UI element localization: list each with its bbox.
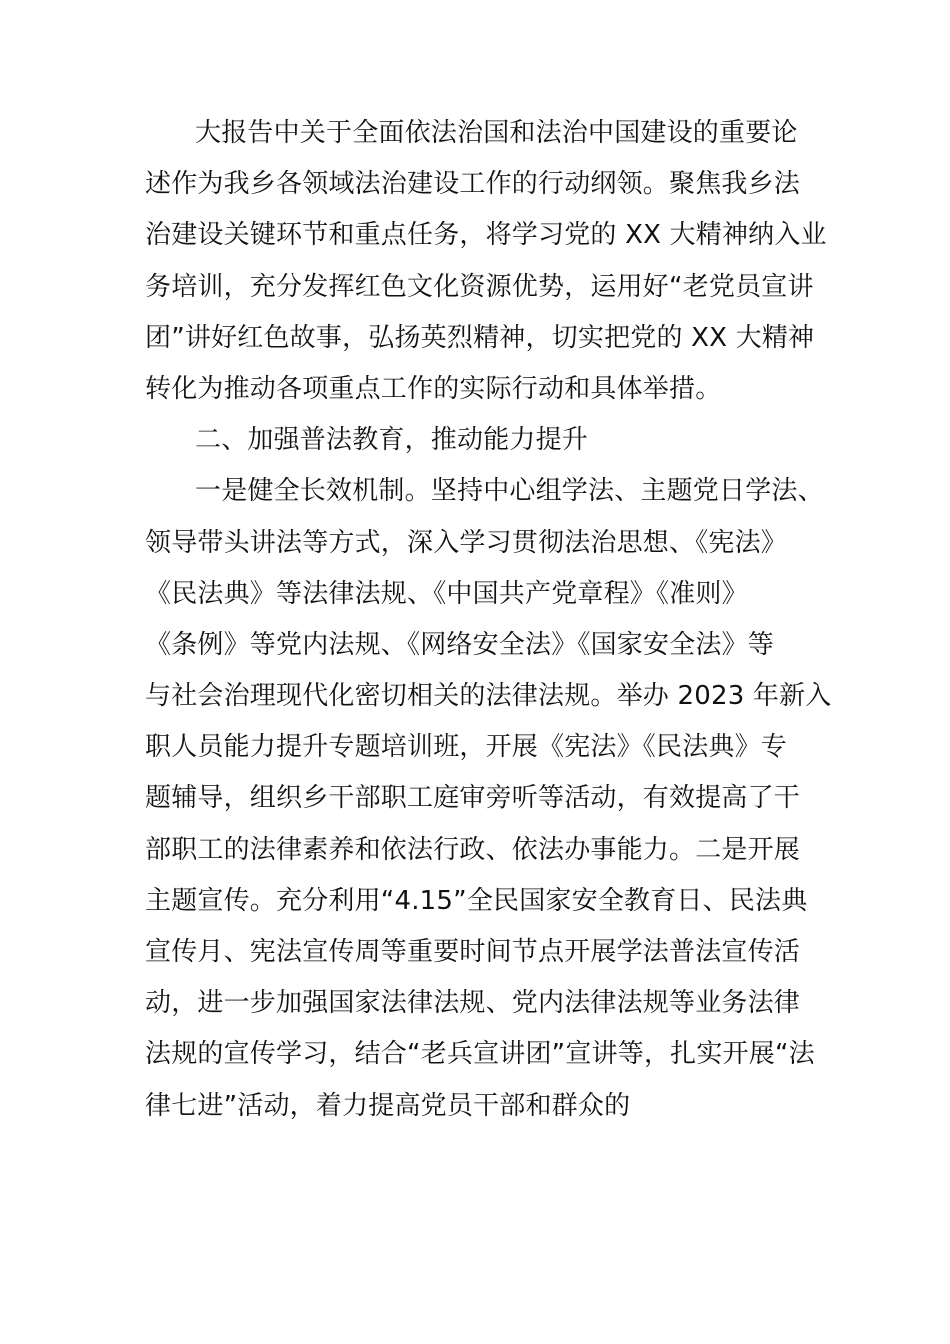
- document-body: [145, 108, 832, 1132]
- text-line: 务培训，充分发挥红色文化资源优势，运用好“老党员宣讲: [145, 271, 814, 302]
- text-line: 《条例》等党内法规、《网络安全法》《国家安全法》等: [145, 629, 775, 660]
- text-line: 律七进”活动，着力提高党员干部和群众的: [145, 1090, 631, 1121]
- text-line: 转化为推动各项重点工作的实际行动和具体举措。: [145, 373, 722, 404]
- section-heading: 二、加强普法教育，推动能力提升: [195, 425, 589, 456]
- text-line: 法规的宣传学习，结合“老兵宣讲团”宣讲等，扎实开展“法: [145, 1039, 815, 1070]
- text-line: 宣传月、宪法宣传周等重要时间节点开展学法普法宣传活: [145, 937, 801, 967]
- text-line: 大报告中关于全面依法治国和法治中国建设的重要论: [195, 118, 798, 148]
- text-line: 治建设关键环节和重点任务，将学习党的 XX 大精神纳入业: [145, 220, 827, 251]
- text-line: 与社会治理现代化密切相关的法律法规。举办 2023 年新入: [145, 681, 832, 712]
- text-line: 职人员能力提升专题培训班，开展《宪法》《民法典》专: [145, 732, 788, 763]
- text-line: 领导带头讲法等方式，深入学习贯彻法治思想、《宪法》: [145, 527, 788, 558]
- text-line: 《民法典》等法律法规、《中国共产党章程》《准则》: [145, 578, 748, 609]
- text-line: 团”讲好红色故事，弘扬英烈精神，切实把党的 XX 大精神: [145, 322, 815, 353]
- text-line: 述作为我乡各领域法治建设工作的行动纲领。聚焦我乡法: [145, 169, 801, 200]
- text-line: 一是健全长效机制。坚持中心组学法、主题党日学法、: [195, 476, 824, 507]
- text-line: 主题宣传。充分利用“4.15”全民国家安全教育日、民法典: [145, 885, 808, 916]
- text-line: 题辅导，组织乡干部职工庭审旁听等活动，有效提高了干: [145, 783, 801, 814]
- text-line: 动，进一步加强国家法律法规、党内法律法规等业务法律: [145, 988, 801, 1019]
- text-line: 部职工的法律素养和依法行政、依法办事能力。二是开展: [145, 834, 801, 865]
